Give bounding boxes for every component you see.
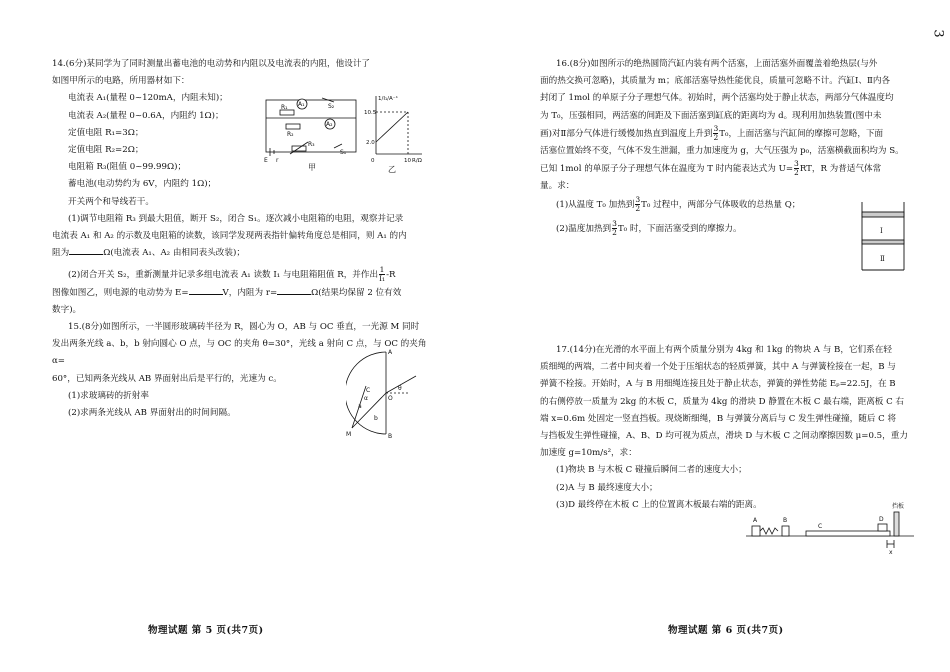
blocks-board-diagram — [744, 498, 916, 558]
q14-item: 开关两个和导线若干。 — [68, 196, 154, 207]
answer-blank — [189, 285, 223, 295]
internal-r-label: r — [276, 157, 279, 164]
graph-x-axis-label: R/Ω — [412, 158, 422, 164]
q17-line6: 与挡板发生弹性碰撞，A、B、D 均可视为质点，滑块 D 与木板 C 之间动摩擦因数 μ=0.5，重力 — [540, 431, 908, 442]
q16-line5: 画)对Ⅱ部分气体进行缓慢加热直到温度上升到 $\frac{3}{2}$ T₀，上面活塞与汽缸间的摩擦可忽略，下面 — [540, 123, 884, 142]
q15-line3: 60°，已知两条光线从 AB 界面射出后是平行的，光速为 c。 — [52, 373, 282, 384]
q14-part1-cont: 电流表 A₁ 和 A₂ 的示数及电阻箱的读数，该同学发现两表指针偏转角度总是相同，则 A₁ 的内 — [52, 231, 407, 242]
q17-question3: (3)D 最终停在木板 C 上的位置离木板最右端的距离。 — [556, 499, 762, 510]
r2-label: R₂ — [287, 131, 294, 138]
cylinder-diagram — [858, 200, 908, 272]
q15-line1: 15.(8分)如图所示，一半圆形玻璃砖半径为 R，圆心为 O，AB 与 OC 垂直，一光源 M 同时 — [68, 322, 420, 333]
point-o-label: O — [388, 395, 393, 402]
graph-y-axis-label: 1/I₁/A⁻¹ — [378, 96, 398, 102]
q14-item: 电流表 A₂(量程 0~0.6A，内阻约 1Ω)； — [68, 110, 224, 121]
board-c-label: C — [818, 523, 823, 530]
chamber-1-label: Ⅰ — [880, 227, 883, 235]
q14-part2-cont: 图像如图乙，则电源的电动势为 E= V，内阻为 r= Ω(结果均保留 2 位有效 — [52, 285, 432, 302]
point-b-label: B — [388, 433, 393, 440]
point-a-label: A — [388, 349, 393, 356]
ray-a-label: a — [358, 403, 362, 410]
graph-y-tick: 2.0 — [366, 140, 375, 146]
graph-origin: 0 — [371, 158, 375, 164]
q14-item: 电流表 A₁(量程 0~120mA，内阻未知)； — [68, 93, 228, 104]
r1-label: R₁ — [281, 104, 288, 111]
q16-line3: 封闭了 1mol 的单原子分子理想气体。初始时，两个活塞均处于静止状态，两部分气体温度均 — [540, 93, 894, 104]
block-b-label: B — [783, 517, 788, 524]
q14-part1-end: 阻为 Ω(电流表 A₁、A₂ 由相同表头改装)； — [52, 245, 432, 262]
graph-x-tick: 10 — [404, 158, 411, 164]
q14-part1: (1)调节电阻箱 R₃ 到最大阻值，断开 S₂，闭合 S₁。逐次减小电阻箱的电阻，观察并记录 — [68, 213, 404, 224]
fraction: $\frac{3}{2}$ — [612, 218, 617, 237]
q14-item: 电阻箱 R₃(阻值 0~99.99Ω)； — [68, 162, 187, 173]
q17-line1: 17.(14分)在光滑的水平面上有两个质量分别为 4kg 和 1kg 的物块 A 与 B，它们系在轻 — [556, 345, 892, 356]
q16-line4: 为 T₀，压强相同，两活塞的间距及下面活塞到缸底的距离均为 d。现利用加热装置(图中未 — [540, 110, 882, 121]
right-page — [540, 56, 915, 514]
q17-line7: 加速度 g=10m/s²，求： — [540, 448, 637, 459]
right-page-footer: 物理试题 第 6 页(共7页) — [668, 625, 784, 636]
q15-line2: 发出两条光线 a、b，b 射向圆心 O 点，与 OC 的夹角 θ=30°，光线 a 射向 C 点，与 OC 的夹角 α= — [52, 339, 427, 367]
s1-label: S₁ — [340, 149, 347, 156]
q14-intro: 14.(6分)某同学为了同时测量出蓄电池的电动势和内阻以及电流表的内阻，他设计了 — [52, 59, 371, 69]
q16-line7: 已知 1mol 的单原子分子理想气体在温度为 T 时内能表达式为 U= $\frac{3}{2}$ RT，R 为普适气体常 — [540, 159, 882, 178]
q17-line2: 质细绳的两端，二者中间夹着一个处于压缩状态的轻质弹簧，其中 A 与弹簧栓接在一起，B 与 — [540, 362, 896, 373]
fraction: $\frac{3}{2}$ — [713, 123, 719, 142]
ray-b-label: b — [374, 415, 378, 422]
wall-label: 挡板 — [892, 503, 905, 510]
alpha-label: α — [364, 395, 368, 402]
q17-question2: (2)A 与 B 最终速度大小； — [556, 482, 658, 493]
graph-y-tick: 10.5 — [364, 110, 377, 116]
q14-intro2: 如图甲所示的电路，所用器材如下： — [52, 76, 190, 87]
fraction: $\frac{3}{2}$ — [794, 159, 799, 178]
point-c-label: C — [366, 387, 371, 394]
block-a-label: A — [753, 517, 758, 524]
slider-d-label: D — [879, 516, 884, 523]
q14-item: 定值电阻 R₁=3Ω； — [68, 127, 144, 138]
figure-yi-caption: 乙 — [388, 165, 396, 174]
q14-item: 蓄电池(电动势约为 6V，内阻约 1Ω)； — [68, 179, 217, 190]
circuit-diagram — [262, 96, 362, 168]
q16-question2: (2)温度加热到 $\frac{3}{2}$ T₀ 时，下面活塞受到的摩擦力。 — [556, 218, 742, 237]
q16-line6: 活塞位置始终不变，气体不发生泄漏，重力加速度为 g，大气压强为 p₀，活塞横截面积均为 S。 — [540, 146, 904, 157]
s2-label: S₂ — [328, 103, 335, 110]
answer-blank — [69, 245, 103, 255]
semicircle-glass-diagram — [346, 346, 430, 440]
q17-question1: (1)物块 B 与木板 C 碰撞后瞬间二者的速度大小； — [556, 465, 747, 476]
chamber-2-label: Ⅱ — [880, 255, 885, 263]
ammeter-a2-label: A₂ — [326, 121, 333, 128]
graph-line — [376, 112, 408, 142]
q14-part2: (2)闭合开关 S₂，重新测量并记录多组电流表 A₁ 读数 I₁ 与电阻箱阻值 R，并作出 $\frac{1}{\text{I₁}}$ -R — [68, 265, 396, 284]
r3-label: R₃ — [308, 141, 315, 148]
fraction: $\frac{1}{\text{I₁}}$ — [379, 265, 386, 284]
q17-line4: 的右侧停放一质量为 2kg 的木板 C，质量为 4kg 的滑块 D 静置在木板 C 最右端，距离板 C 右 — [540, 396, 905, 407]
q17-line5: 端 x=0.6m 处固定一竖直挡板。现烧断细绳，B 与弹簧分离后与 C 发生弹性碰撞，随后 C 将 — [540, 413, 897, 424]
q16-question1: (1)从温度 T₀ 加热到 $\frac{3}{2}$ T₀ 过程中，两部分气体吸收的总热量 Q； — [556, 194, 801, 213]
answer-blank — [277, 285, 311, 295]
battery-e-label: E — [264, 157, 268, 164]
q14-item: 定值电阻 R₂=2Ω； — [68, 145, 144, 156]
corner-page-number: 3 — [930, 29, 946, 38]
theta-label: θ — [398, 385, 402, 392]
q16-line1: 16.(8分)如图所示的绝热圆筒汽缸内装有两个活塞，上面活塞外面覆盖着绝热层(与外 — [556, 59, 878, 69]
q15-question1: (1)求玻璃砖的折射率 — [68, 390, 149, 401]
left-page-footer: 物理试题 第 5 页(共7页) — [148, 625, 264, 636]
q17-line3: 弹簧不栓接。开始时，A 与 B 用细绳连接且处于静止状态，弹簧的弹性势能 Eₚ=22.5J，在 B — [540, 379, 896, 390]
q16-line8: 量。求： — [540, 181, 575, 192]
fraction: $\frac{3}{2}$ — [635, 194, 641, 213]
q16-line2: 面的热交换可忽略)，其质量为 m；底部活塞导热性能优良，质量可忽略不计。汽缸Ⅰ、Ⅱ内各 — [540, 76, 891, 87]
graph-1-over-i-vs-r — [364, 92, 426, 164]
distance-x-label: x — [889, 549, 893, 556]
q15-question2: (2)求两条光线从 AB 界面射出的时间间隔。 — [68, 408, 236, 419]
figure-jia-caption: 甲 — [308, 163, 316, 172]
ammeter-a1-label: A₁ — [298, 101, 305, 108]
source-m-label: M — [346, 431, 352, 438]
q14-part2-end: 数字)。 — [52, 304, 82, 315]
